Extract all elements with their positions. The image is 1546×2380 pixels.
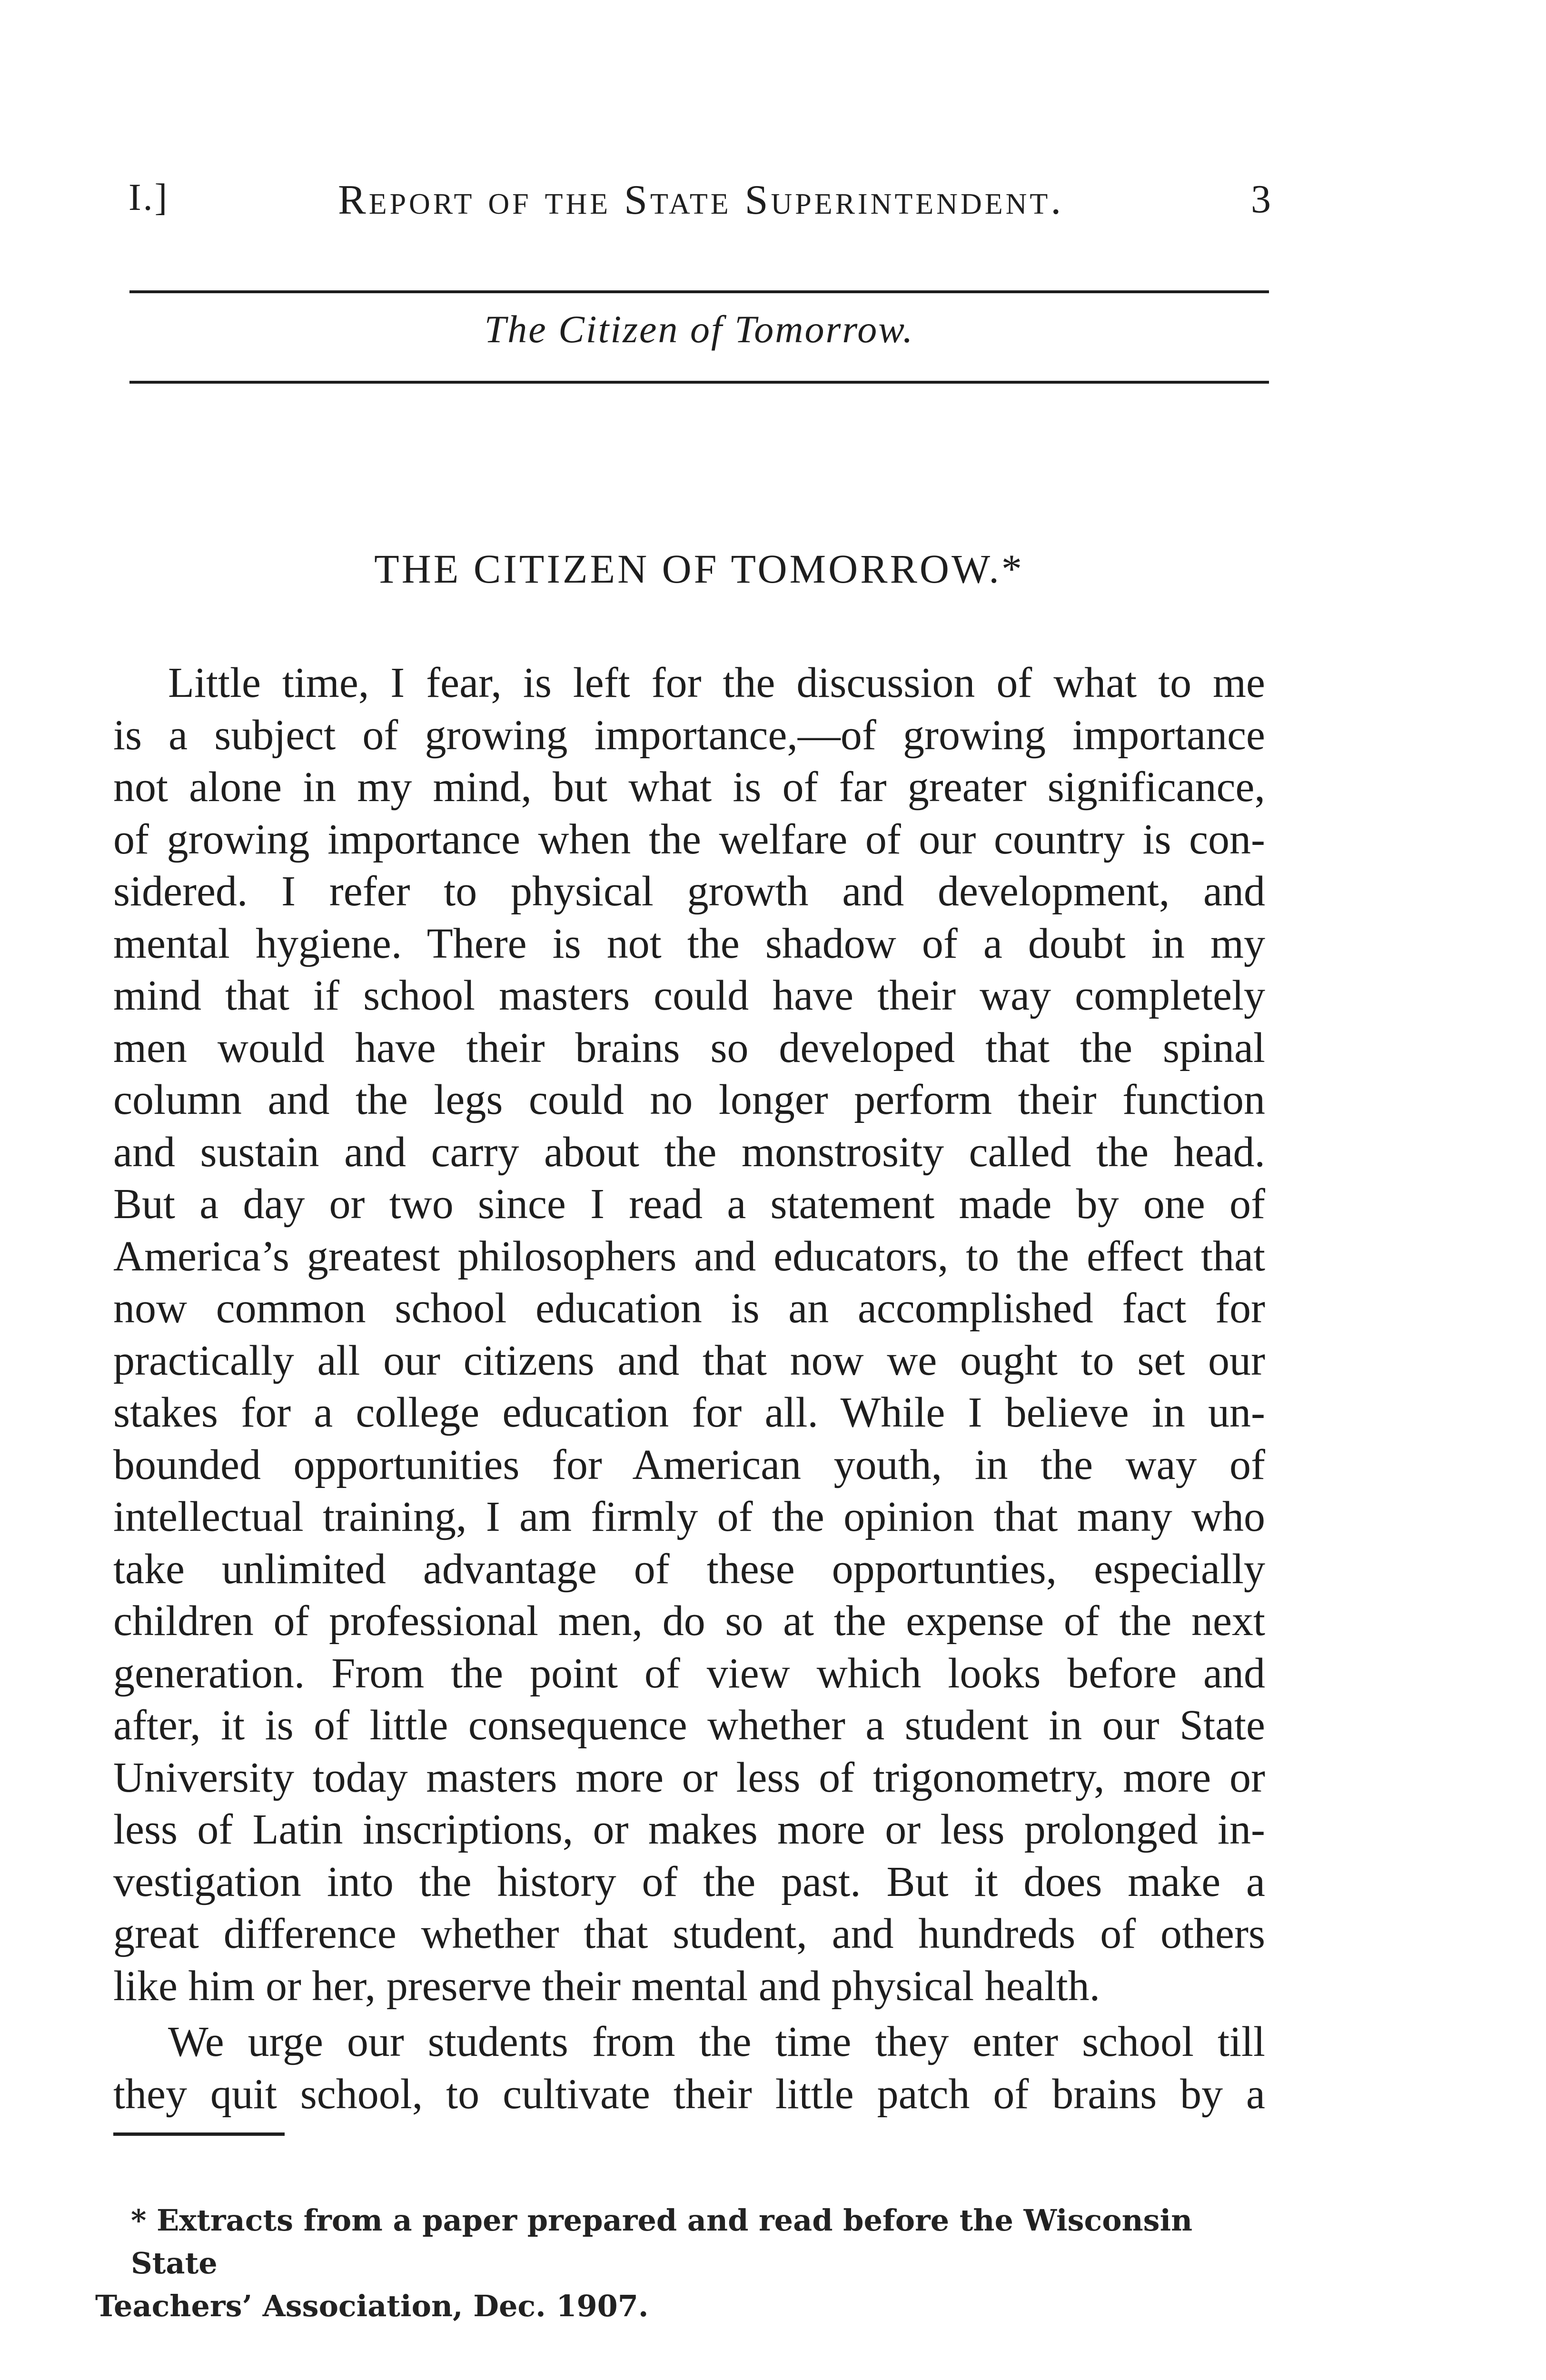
paragraph-2 — [113, 2016, 1265, 2120]
footnote-line: Teachers’ Association, Dec. 1907. — [95, 2289, 649, 2323]
text-line: after, it is of little consequence whether a student in our State — [113, 1702, 1265, 1749]
text-line: practically all our citizens and that now we ought to set our — [113, 1337, 1265, 1384]
text-line: intellectual training, I am firmly of the opinion that many who — [113, 1493, 1265, 1540]
text-line: America’s greatest philosophers and educators, to the effect that — [113, 1232, 1265, 1280]
text-line: men would have their brains so developed that the spinal — [113, 1024, 1265, 1071]
footnote-line: * Extracts from a paper prepared and read before the Wisconsin State — [131, 2203, 1193, 2281]
header-rule-top — [129, 290, 1269, 293]
running-head — [129, 176, 1271, 238]
text-line: Little time, I fear, is left for the discussion of what to me — [168, 659, 1265, 706]
text-line: mind that if school masters could have their way completely — [113, 972, 1265, 1019]
text-line: less of Latin inscriptions, or makes more or less prolonged in- — [113, 1806, 1265, 1853]
text-line: great difference whether that student, and hundreds of others — [113, 1910, 1265, 1957]
text-line: children of professional men, do so at the expense of the next — [113, 1597, 1265, 1645]
text-line: of growing importance when the welfare of our country is con- — [113, 815, 1265, 863]
text-line: We urge our students from the time they enter school till — [168, 2018, 1265, 2065]
paragraph-1 — [113, 657, 1265, 2012]
text-line: take unlimited advantage of these opportunties, especially — [113, 1545, 1265, 1593]
text-line: But a day or two since I read a statement made by one of — [113, 1180, 1265, 1228]
text-line: and sustain and carry about the monstrosity called the head. — [113, 1128, 1265, 1176]
text-line: University today masters more or less of trigonometry, more or — [113, 1754, 1265, 1801]
running-head-section: I.] — [129, 177, 169, 218]
article-body — [113, 657, 1265, 2120]
text-line: sidered. I refer to physical growth and development, and — [113, 868, 1265, 915]
page-number: 3 — [1251, 177, 1271, 221]
text-line: column and the legs could no longer perform their function — [113, 1076, 1265, 1123]
text-line: not alone in my mind, but what is of far greater significance, — [113, 764, 1265, 811]
footnote-rule — [113, 2132, 285, 2136]
text-line: stakes for a college education for all. While I believe in un- — [113, 1389, 1265, 1436]
section-subhead: The Citizen of Tomorrow. — [484, 307, 914, 351]
text-line: generation. From the point of view which looks before and — [113, 1649, 1265, 1697]
text-line: is a subject of growing importance,—of growing importance — [113, 711, 1265, 759]
text-line: mental hygiene. There is not the shadow of a doubt in my — [113, 920, 1265, 967]
text-line: now common school education is an accomplished fact for — [113, 1285, 1265, 1332]
text-line: they quit school, to cultivate their little patch of brains by a — [113, 2070, 1265, 2118]
text-line: bounded opportunities for American youth, in the way of — [113, 1441, 1265, 1488]
header-rule-bottom — [129, 381, 1269, 384]
text-line: vestigation into the history of the past. But it does make a — [113, 1858, 1265, 1905]
text-line: like him or her, preserve their mental and physical health. — [113, 1962, 1100, 2010]
article-heading: THE CITIZEN OF TOMORROW.* — [374, 546, 1024, 592]
running-head-title: Report of the State Superintendent. — [338, 177, 1064, 223]
footnote — [95, 2199, 1257, 2328]
